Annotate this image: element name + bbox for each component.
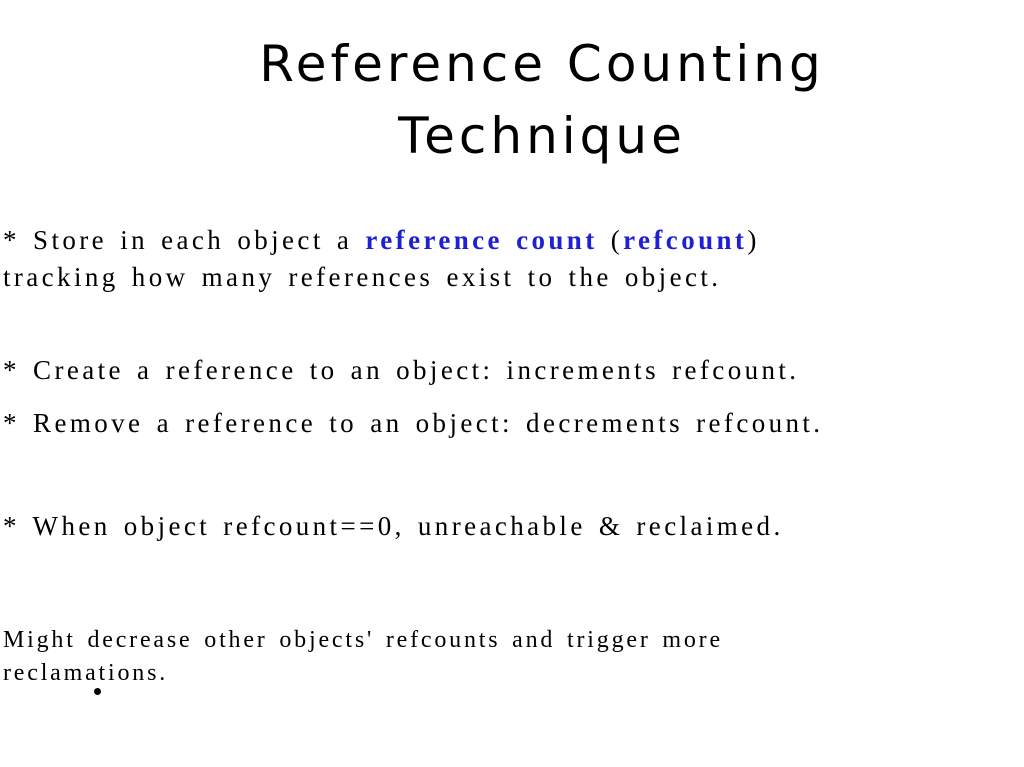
- bullet-remove-reference: * Remove a reference to an object: decrements refcount.: [3, 408, 824, 438]
- bullet-refcount-zero: * When object refcount==0, unreachable & reclaimed.: [3, 511, 784, 541]
- slide-title-line-1: Reference Counting: [259, 35, 825, 93]
- note-line-2: reclamations.: [3, 660, 169, 686]
- note-cascade-reclamation: [3, 624, 723, 690]
- note-line-1: Might decrease other objects' refcounts and trigger more: [3, 627, 723, 653]
- term-reference-count: reference count: [365, 225, 598, 255]
- bullet-store-prefix: * Store in each object a: [3, 225, 366, 255]
- slide-title: [200, 28, 884, 172]
- bullet-create-reference: * Create a reference to an object: increments refcount.: [3, 355, 800, 385]
- stray-bullet-dot: [94, 688, 101, 695]
- slide-title-line-2: Technique: [398, 107, 686, 165]
- bullet-store-open-paren: (: [597, 225, 624, 255]
- bullet-store-close-paren: ): [747, 225, 760, 255]
- term-refcount: refcount: [623, 225, 748, 255]
- bullet-store-line-2: tracking how many references exist to the object.: [3, 262, 722, 292]
- bullet-store-refcount: [3, 222, 760, 296]
